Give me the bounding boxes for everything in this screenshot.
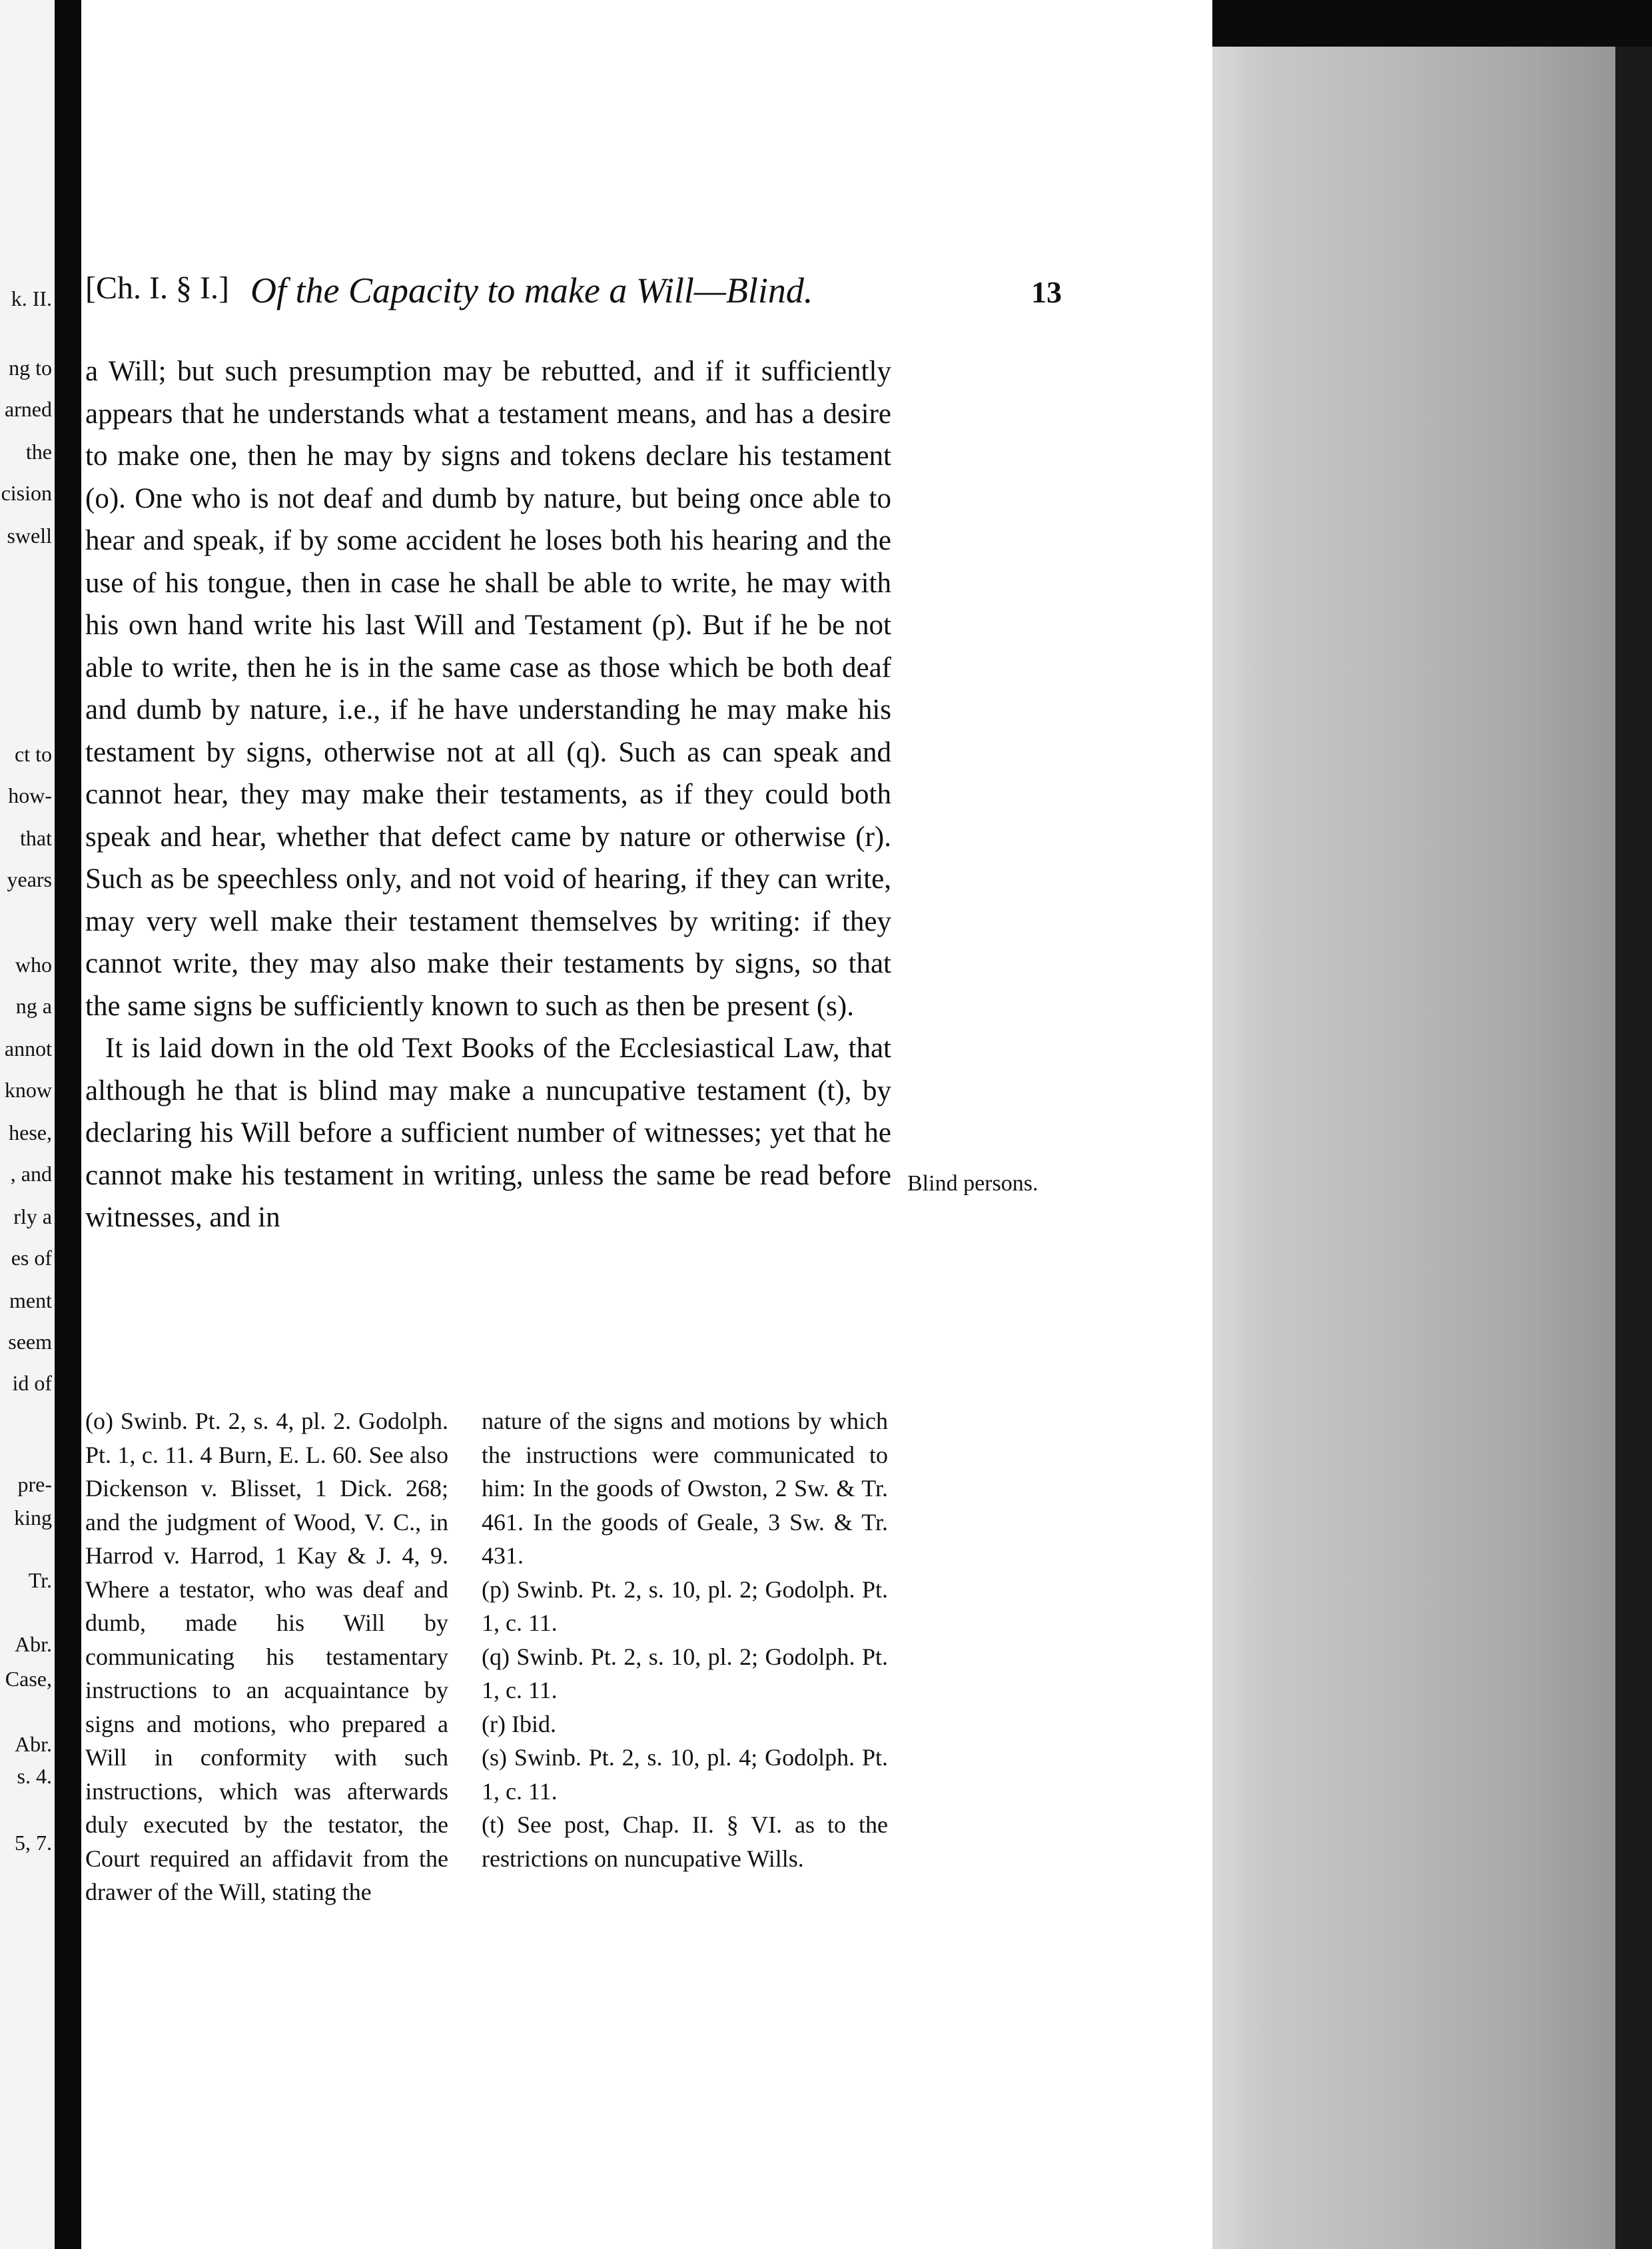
footnote-o-continued: nature of the signs and motions by which the instructions were communicated to him: In the goods of Owston, 2 Sw. & Tr. 461. In the goods of Geale, 3 Sw. & Tr. 431.: [482, 1408, 888, 1569]
footnote-q: (q) Swinb. Pt. 2, s. 10, pl. 2; Godolph. Pt. 1, c. 11.: [482, 1643, 888, 1703]
prev-page-fragment: ment: [9, 1288, 52, 1312]
prev-page-fragment: es of: [11, 1246, 52, 1270]
prev-page-fragment: k. II.: [11, 286, 52, 310]
prev-page-fragment: know: [4, 1078, 52, 1102]
footnote-t: (t) See post, Chap. II. § VI. as to the restrictions on nuncupative Wills.: [482, 1811, 888, 1872]
running-title: Of the Capacity to make a Will—Blind.: [250, 270, 813, 310]
prev-page-fragment: Case,: [5, 1667, 52, 1691]
prev-page-fragment: cision: [1, 481, 52, 505]
prev-page-fragment: ct to: [15, 742, 52, 766]
paragraph: It is laid down in the old Text Books of the Ecclesiastical Law, that although he that is blind may make a nuncupative testament (t), by declaring his Will before a sufficient number of witnesses; yet that he cannot make his testament in writing, unless the same be read before witnesses, and in: [85, 1033, 891, 1233]
binding-gutter: [55, 0, 81, 2249]
prev-page-fragment: arned: [4, 397, 52, 421]
running-head: [85, 270, 898, 316]
scan-right-margin: [1212, 47, 1652, 2249]
prev-page-fragment: who: [15, 953, 52, 977]
marginal-note: Blind persons.: [907, 1171, 1038, 1196]
prev-page-fragment: years: [7, 867, 52, 891]
prev-page-fragment: s. 4.: [17, 1764, 52, 1788]
body-text: [85, 350, 891, 1239]
prev-page-fragment: ng to: [9, 356, 52, 380]
chapter-reference: [Ch. I. § I.]: [85, 270, 229, 306]
prev-page-fragment: king: [14, 1506, 52, 1530]
footnote-r: (r) Ibid.: [482, 1710, 556, 1737]
footnote-s: (s) Swinb. Pt. 2, s. 10, pl. 4; Godolph. Pt. 1, c. 11.: [482, 1744, 888, 1805]
prev-page-fragment: rly a: [13, 1204, 52, 1228]
prev-page-fragment: hese,: [9, 1121, 52, 1144]
footnotes-right-column: [482, 1404, 888, 1875]
prev-page-fragment: pre-: [17, 1472, 52, 1496]
prev-page-fragment: seem: [8, 1330, 52, 1354]
prev-page-fragment: Abr.: [15, 1732, 52, 1756]
footnote-o: (o) Swinb. Pt. 2, s. 4, pl. 2. Godolph. Pt. 1, c. 11. 4 Burn, E. L. 60. See also Dickenson v. Blisset, 1 Dick. 268; and the judgment of Wood, V. C., in Harrod v. Harrod, 1 Kay & J. 4, 9. Where a testator, who was deaf and dumb, made his Will by communicating his testamentary instructions to an acquaintance by signs and motions, who prepared a Will in conformity with such instructions, which was afterwards duly executed by the testator, the Court required an affidavit from the drawer of the Will, stating the: [85, 1408, 448, 1905]
paragraph: a Will; but such presumption may be rebutted, and if it sufficiently appears that he understands what a testament means, and has a desire to make one, then he may by signs and tokens declare his testament (o). One who is not deaf and dumb by nature, but being once able to hear and speak, if by some accident he loses both his hearing and the use of his tongue, then in case he shall be able to write, he may with his own hand write his last Will and Testament (p). But if he be not able to write, then he is in the same case as those which be both deaf and dumb by nature, i.e., if he have understanding he may make his testament by signs, otherwise not at all (q). Such as can speak and cannot hear, they may make their testaments, as if they could both speak and hear, whether that defect came by nature or otherwise (r). Such as be speechless only, and not void of hearing, if they can write, may very well make their testament themselves by writing: if they cannot write, they may also make their testaments by signs, so that the same signs be sufficiently known to such as then be present (s).: [85, 356, 891, 1022]
prev-page-fragment: id of: [12, 1371, 52, 1395]
scan-right-border: [1615, 47, 1652, 2249]
scan-top-border: [1212, 0, 1652, 47]
prev-page-fragment: ng a: [15, 994, 52, 1018]
prev-page-fragment: annot: [4, 1037, 52, 1061]
prev-page-fragment: Abr.: [15, 1632, 52, 1656]
prev-page-fragment: how-: [8, 783, 52, 807]
page-number: 13: [1031, 275, 1062, 309]
footnote-p: (p) Swinb. Pt. 2, s. 10, pl. 2; Godolph. Pt. 1, c. 11.: [482, 1575, 888, 1636]
prev-page-fragment: swell: [7, 524, 52, 548]
prev-page-fragment: Tr.: [28, 1568, 52, 1592]
prev-page-fragment: that: [20, 826, 52, 850]
prev-page-fragment: 5, 7.: [15, 1831, 52, 1855]
footnotes-left-column: [85, 1404, 448, 1909]
prev-page-fragment: the: [25, 440, 52, 464]
prev-page-fragment: , and: [10, 1162, 52, 1186]
